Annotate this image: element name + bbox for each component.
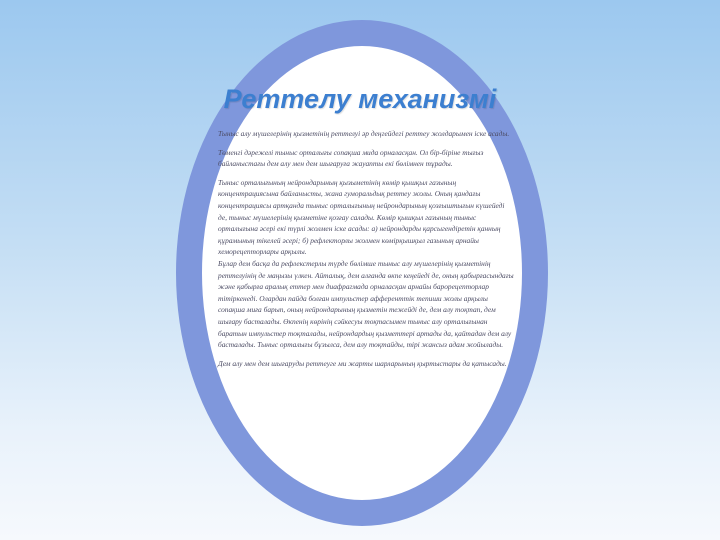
paragraph-5: Дем алу мен дем шығаруды реттеуге ми жарты шарларының қыртыстары да қатысады. (218, 358, 507, 368)
paragraph-4: Бұлар дем басқа да рефлекстерлы түрде бөлімше тыныс алу мүшелерінің қызметінің реттелуінің де маңызы үлкен. Айталық, дем алғанда өкпе кеңейеді де, оның қабырғасындағы және қабырға аралық еттер мен диафрагмада орналасқан арнайы барорецепторлар тітіркенеді. Олардан пайда болған импульстер афференттік тепиши жолы арқылы сопақша миға барып, оның нейрондарының қызметін тежейді де, дем алу тоқтап, дем шығару басталады. Өкпенің көрінің сәйкесуы тоқтасымен тыныс алу орталығынан баратын импульстер тоқталады, нейрондардың қызметтері артады да, қайтадан дем алу басталады. Тыныс орталығы бұзылса, дем алу тоқтайды, тірі жансыз адам жойылады. (218, 258, 514, 350)
paragraph-3: Тыныс орталығының нейрондарының қызыметінің көмір қышқыл газының концентрациясына байланысты, жана гуморальдық реттеу жолы. Оның қандағы концентрациясы артқанда тыныс орталығының нейрондарының қозғыштығын күшейеді де, тыныс мүшелерінің қызметіне қозғау салады. Көмір қышқыл газының тыныс орталығына әсері екі түрлі жолмен іске асады: а) нейрондарды қарсыгендіретін қанның құрамының тікелей әсері; б) рефлекторлы жолмен көмірқышқыл газының арнайы хеморецепторлары арқылы. (218, 177, 505, 257)
paragraph-1: Тыныс алу мүшелерінің қызметінің реттелуі әр деңгейдегі реттеу жолдарымен іске асады. (218, 129, 510, 138)
slide-body (218, 128, 514, 376)
slide-title: Реттелу механизмі (223, 84, 497, 114)
paragraph-2: Төменгі дәрежелі тыныс орталығы сопақша мида орналасқан. Ол бір-біріне тығыз байланыстағы дем алу мен дем шығаруға жауапты екі бөлімнен тұрады. (218, 147, 484, 169)
